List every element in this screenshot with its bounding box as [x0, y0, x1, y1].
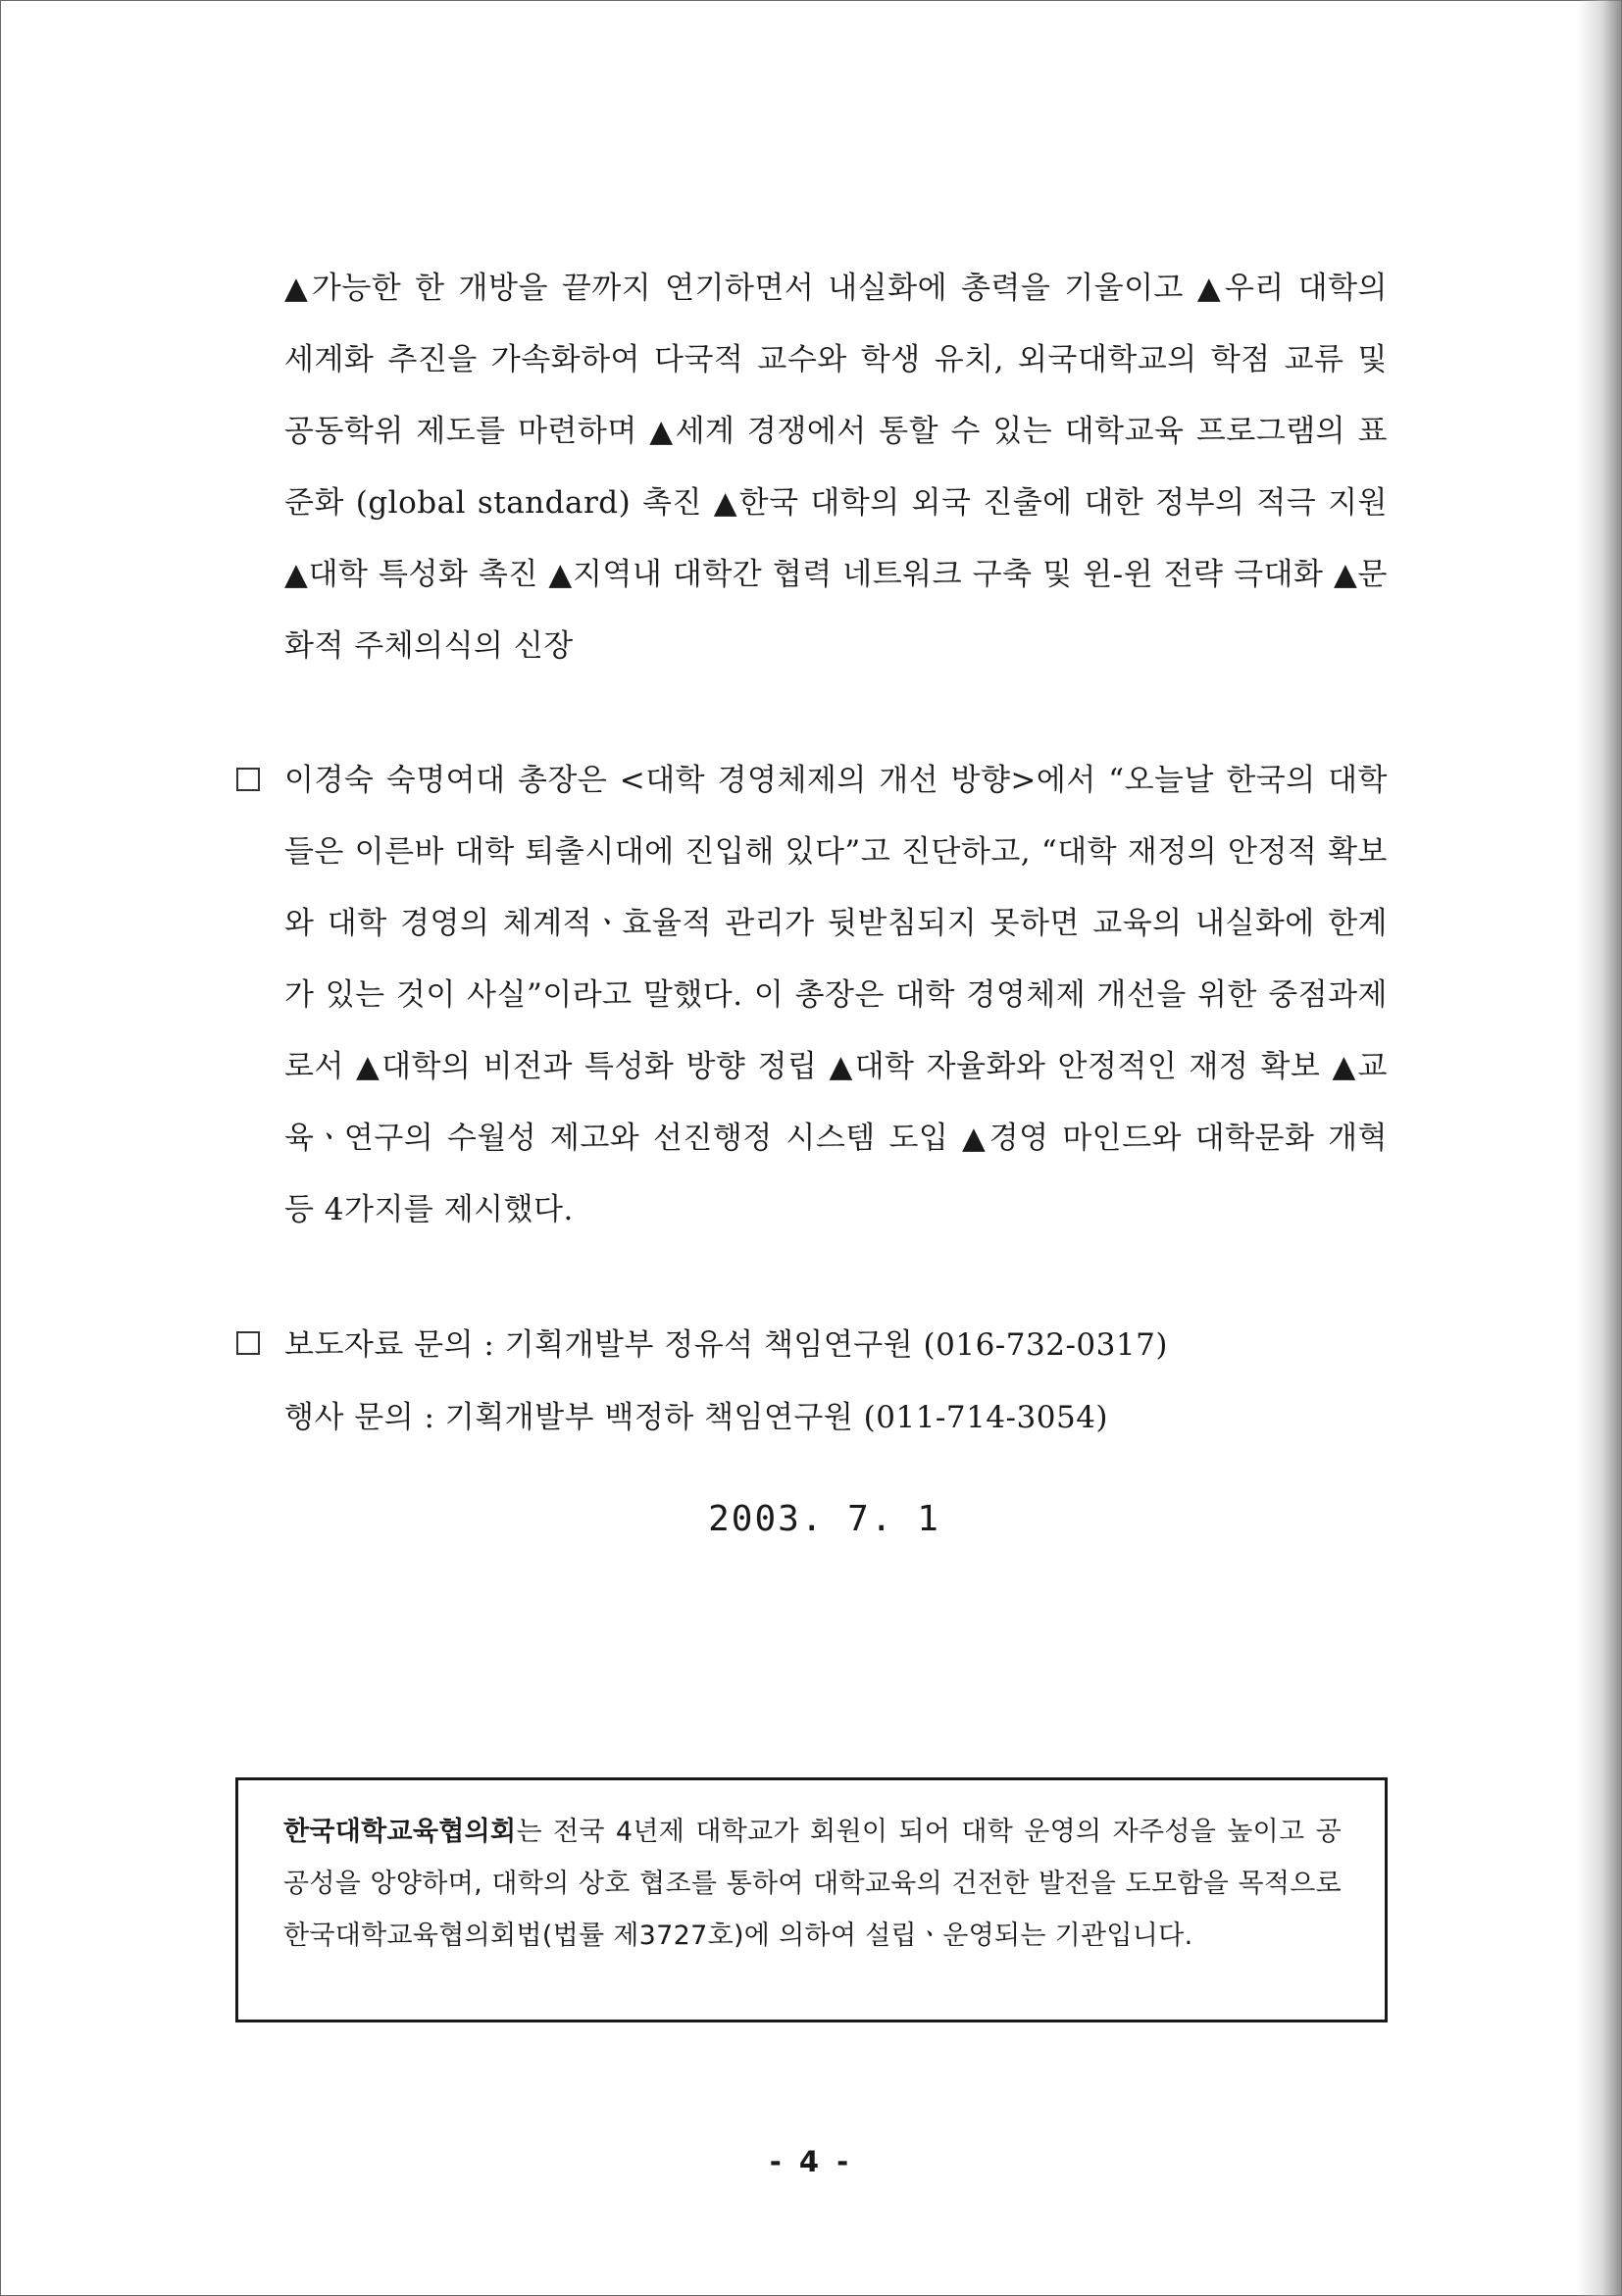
organization-name: 한국대학교육협의회 [283, 1817, 517, 1847]
organization-description: 는 전국 4년제 대학교가 회원이 되어 대학 운영의 자주성을 높이고 공공성을 앙양하며, 대학의 상호 협조를 통하여 대학교육의 건전한 발전을 도모함을 목적으로 한국대학교육협의회법(법률 제3727호)에 의하여 설립ㆍ운영되는 기관입니다. [283, 1817, 1342, 1951]
document-date: 2003. 7. 1 [708, 1499, 940, 1539]
checkbox-bullet-icon [236, 1331, 260, 1355]
checkbox-bullet-icon [236, 768, 260, 791]
paragraph-policy-list-text: ▲가능한 한 개방을 끝까지 연기하면서 내실화에 총력을 기울이고 ▲우리 대학의 세계화 추진을 가속화하여 다국적 교수와 학생 유치, 외국대학교의 학점 교류 및 공동학위 제도를 마련하며 ▲세계 경쟁에서 통할 수 있는 대학교육 프로그램의 표준화 (global standard) 촉진 ▲한국 대학의 외국 진출에 대한 정부의 적극 지원 ▲대학 특성화 촉진 ▲지역내 대학간 협력 네트워크 구축 및 윈-윈 전략 극대화 ▲문화적 주체의식의 신장 [284, 271, 1388, 664]
page-edge-shadow [1577, 0, 1622, 2296]
contact-event: 행사 문의 : 기획개발부 백정하 책임연구원 (011-714-3054) [284, 1400, 1109, 1435]
paragraph-policy-list [235, 253, 1388, 682]
paragraph-president-remarks [235, 745, 1388, 1246]
page-number: - 4 - [769, 2145, 853, 2178]
paragraph-president-remarks-text: 이경숙 숙명여대 총장은 <대학 경영체제의 개선 방향>에서 “오늘날 한국의 대학들은 이른바 대학 퇴출시대에 진입해 있다”고 진단하고, “대학 재정의 안정적 확보와 대학 경영의 체계적ㆍ효율적 관리가 뒷받침되지 못하면 교육의 내실화에 한계가 있는 것이 사실”이라고 말했다. 이 총장은 대학 경영체제 개선을 위한 중점과제로서 ▲대학의 비전과 특성화 방향 정립 ▲대학 자율화와 안정적인 재정 확보 ▲교육ㆍ연구의 수월성 제고와 선진행정 시스템 도입 ▲경영 마인드와 대학문화 개혁 등 4가지를 제시했다. [284, 763, 1388, 1227]
document-body [235, 253, 1388, 1539]
organization-info-box [235, 1777, 1388, 2022]
contact-press: 보도자료 문의 : 기획개발부 정유석 책임연구원 (016-732-0317) [284, 1327, 1168, 1363]
contact-info [235, 1309, 1388, 1454]
